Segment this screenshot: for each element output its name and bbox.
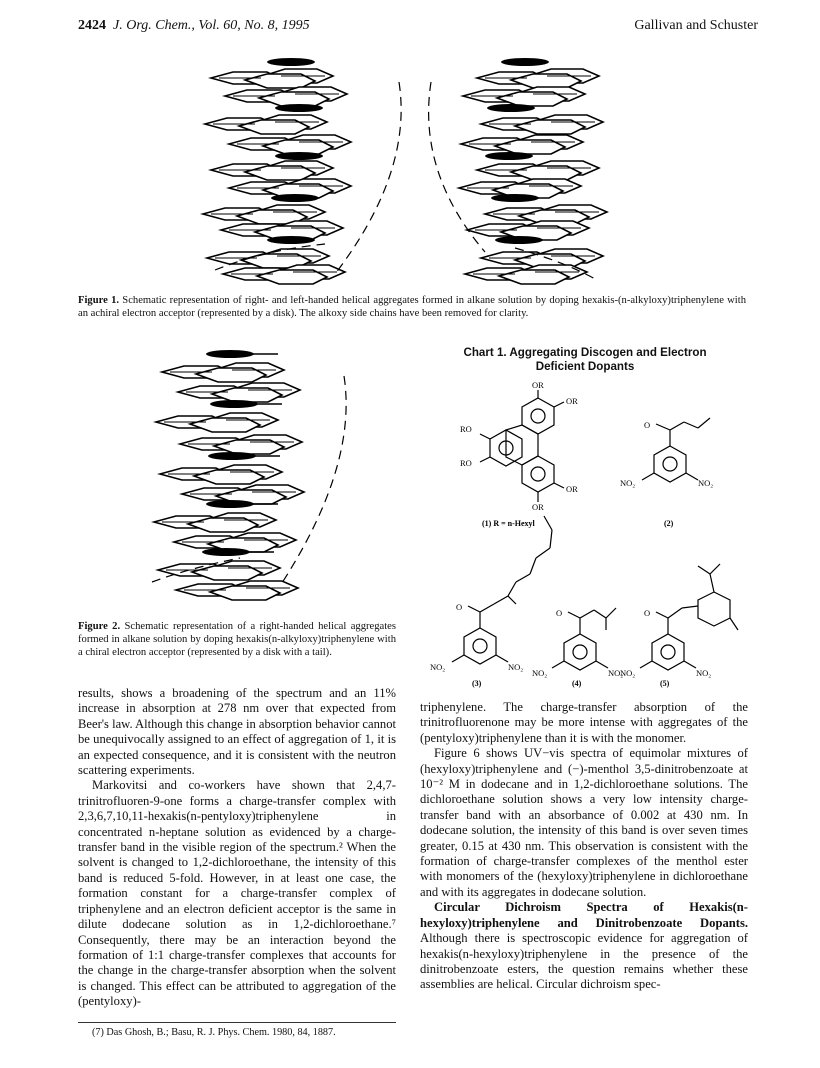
footnote: (7) Das Ghosh, B.; Basu, R. J. Phys. Chem. 1980, 84, 1887. <box>92 1027 336 1038</box>
label-no2-4a: NO₂ <box>532 668 548 678</box>
compound-1-triphenylene <box>480 390 564 502</box>
page-number: 2424 <box>78 18 106 33</box>
chart1-title: Chart 1. Aggregating Discogen and Electron Deficient Dopants <box>463 346 707 373</box>
compound-label-2: (2) <box>664 519 674 528</box>
label-o-3: O <box>456 602 463 612</box>
label-no2-5a: NO₂ <box>620 668 636 678</box>
right-paragraph-1: triphenylene. The charge-transfer absorption of the trinitrofluorenone may be more intense with aggregates of the (pentyloxy)triphenylene than it is with the monomer. <box>420 700 748 745</box>
label-no2-3a: NO₂ <box>430 662 446 672</box>
label-no2-5b: NO₂ <box>696 668 712 678</box>
figure1-right-handed-helix <box>203 58 401 284</box>
compound-label-4: (4) <box>572 679 582 688</box>
compound-label-1: (1) R = n-Hexyl <box>482 519 535 528</box>
running-authors: Gallivan and Schuster <box>634 18 758 33</box>
section-text: Although there is spectroscopic evidence for aggregation of hexakis(n-hexyloxy)triphenylene in the presence of the dinitrobenzoate esters, the question remains whether these assemblies are helical. Circular dichroism spec- <box>420 931 748 992</box>
compound-3 <box>452 516 552 664</box>
label-no2-2b: NO₂ <box>698 478 714 488</box>
footnote-rule <box>78 1022 396 1023</box>
compound-label-3: (3) <box>472 679 482 688</box>
compound-label-5: (5) <box>660 679 670 688</box>
section-heading: Circular Dichroism Spectra of Hexakis(n-hexyloxy)triphenylene and Dinitrobenzoate Dopants. <box>420 900 748 930</box>
figure2-artwork <box>130 346 370 608</box>
label-no2-4b: NO₂ <box>608 668 624 678</box>
left-paragraph-1: results, shows a broadening of the spectrum and an 11% increase in absorption at 278 nm over that expected from Beer's law. Although this change in absorption behavior cannot be unequivocally assigned to an effect of aggregation of 1, it is an expected consequence, and it is consistent with the neutron scattering experiments. <box>78 686 396 778</box>
label-ro-lower: RO <box>460 458 472 468</box>
figure1-artwork <box>185 52 645 288</box>
figure2-label: Figure 2. <box>78 621 121 632</box>
right-paragraph-2: Figure 6 shows UV−vis spectra of equimolar mixtures of (hexyloxy)triphenylene and (−)-menthol 3,5-dinitrobenzoate at 10⁻² M in dodecane and in 1,2-dichloroethane solutions. The dichloroethane solution shows a very low intensity charge-transfer band with an absorbance of 0.002 at 430 nm. In dodecane solution, the intensity of this band is over seven times greater, 0.15 at 430 nm. This observation is consistent with the formation of charge-transfer complexes of the menthol ester with monomers of the (hexyloxy)triphenylene in dichloroethane and with its aggregates in dodecane solution. <box>420 746 748 899</box>
left-paragraph-2: Markovitsi and co-workers have shown that 2,4,7-trinitrofluoren-9-one forms a charge-transfer complex with 2,3,6,7,10,11-hexakis(n-pentyloxy)triphenylene in concentrated n-heptane solution as evidenced by a charge-transfer band in the visible region of the spectrum.² When the solvent is changed to 1,2-dichloroethane, the intensity of this band is reduced 5-fold. However, in at least one case, the formation constant for a charge-transfer complex of triphenylene and an electron deficient acceptor is the same in dilute dodecane solution as in 1,2-dichloroethane.⁷ Consequently, there may be an interaction beyond the formation of 1:1 charge-transfer complexes that accounts for the change in the charge-transfer absorption when the solvent is changed. This effect can be attributed to aggregation of the (pentyloxy)- <box>78 778 396 1009</box>
label-or-top: OR <box>532 380 544 390</box>
label-or-lower-right: OR <box>566 484 578 494</box>
figure1-caption-text: Schematic representation of right- and left-handed helical aggregates formed in alkane solution by doping hexakis-(n-alkyloxy)triphenylene with an achiral electron acceptor (represented by a disk). The alkoxy side chains have been removed for clarity. <box>78 295 746 319</box>
figure1-left-handed-helix <box>429 58 607 284</box>
running-header <box>78 18 758 38</box>
figure1-label: Figure 1. <box>78 295 120 306</box>
label-o-2: O <box>644 420 651 430</box>
right-column-text <box>420 700 748 993</box>
figure2-caption <box>78 620 396 659</box>
label-ro-upper: RO <box>460 424 472 434</box>
chart1-structures <box>420 378 750 688</box>
label-no2-3b: NO₂ <box>508 662 524 672</box>
figure2-caption-text: Schematic representation of a right-handed helical aggregates formed in alkane solution by doping hexakis(n-alkyloxy)triphenylene with a chiral electron acceptor (represented by a disk with a tail). <box>78 621 396 658</box>
label-no2-2a: NO₂ <box>620 478 636 488</box>
compound-5 <box>640 564 738 670</box>
label-o-4: O <box>556 608 563 618</box>
label-o-5: O <box>644 608 651 618</box>
label-or-bottom: OR <box>532 502 544 512</box>
figure1-caption <box>78 294 746 320</box>
label-or-upper-right: OR <box>566 396 578 406</box>
right-paragraph-3 <box>420 900 748 992</box>
compound-2 <box>642 418 710 482</box>
journal-citation: J. Org. Chem., Vol. 60, No. 8, 1995 <box>113 18 310 33</box>
left-column-text <box>78 686 396 1010</box>
